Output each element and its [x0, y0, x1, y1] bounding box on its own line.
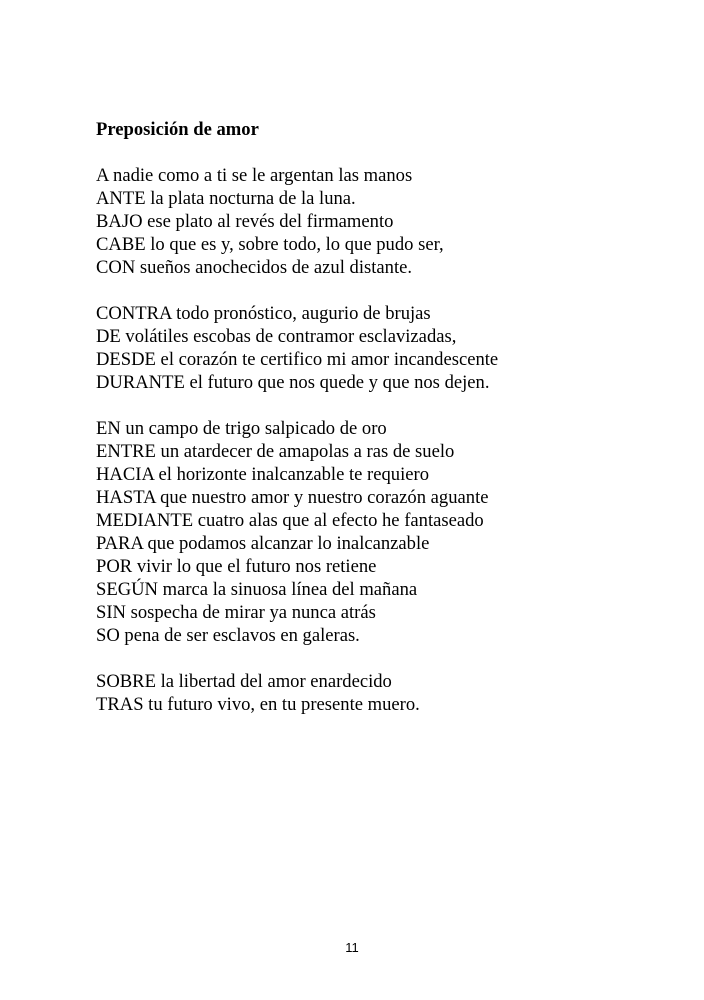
poem-line: TRAS tu futuro vivo, en tu presente muero.	[96, 694, 420, 715]
poem-line: SIN sospecha de mirar ya nunca atrás	[96, 602, 376, 623]
stanza-2	[96, 302, 656, 394]
poem	[96, 118, 656, 716]
stanza-3	[96, 417, 656, 647]
poem-line: DE volátiles escobas de contramor esclavizadas,	[96, 326, 457, 347]
poem-line: PARA que podamos alcanzar lo inalcanzable	[96, 533, 430, 554]
poem-line: CONTRA todo pronóstico, augurio de brujas	[96, 303, 431, 324]
page-number: 11	[345, 940, 359, 955]
poem-line: CON sueños anochecidos de azul distante.	[96, 257, 413, 278]
poem-line: SO pena de ser esclavos en galeras.	[96, 625, 360, 646]
poem-line: ANTE la plata nocturna de la luna.	[96, 188, 356, 209]
stanza-4	[96, 670, 656, 716]
poem-line: A nadie como a ti se le argentan las manos	[96, 165, 413, 186]
poem-line: CABE lo que es y, sobre todo, lo que pudo ser,	[96, 234, 444, 255]
stanza-spacer	[96, 647, 656, 670]
poem-line: EN un campo de trigo salpicado de oro	[96, 418, 387, 439]
poem-line: ENTRE un atardecer de amapolas a ras de suelo	[96, 441, 455, 462]
stanza-1	[96, 164, 656, 279]
poem-line: HACIA el horizonte inalcanzable te requiero	[96, 464, 429, 485]
poem-line: MEDIANTE cuatro alas que al efecto he fantaseado	[96, 510, 484, 531]
poem-title: Preposición de amor	[96, 119, 259, 140]
poem-line: POR vivir lo que el futuro nos retiene	[96, 556, 377, 577]
poem-line: BAJO ese plato al revés del firmamento	[96, 211, 394, 232]
poem-line: HASTA que nuestro amor y nuestro corazón aguante	[96, 487, 489, 508]
stanza-spacer	[96, 279, 656, 302]
poem-line: DURANTE el futuro que nos quede y que nos dejen.	[96, 372, 490, 393]
poem-line: DESDE el corazón te certifico mi amor incandescente	[96, 349, 499, 370]
poem-line: SOBRE la libertad del amor enardecido	[96, 671, 392, 692]
stanza-spacer	[96, 394, 656, 417]
poem-line: SEGÚN marca la sinuosa línea del mañana	[96, 579, 418, 600]
title-spacer	[96, 141, 656, 164]
